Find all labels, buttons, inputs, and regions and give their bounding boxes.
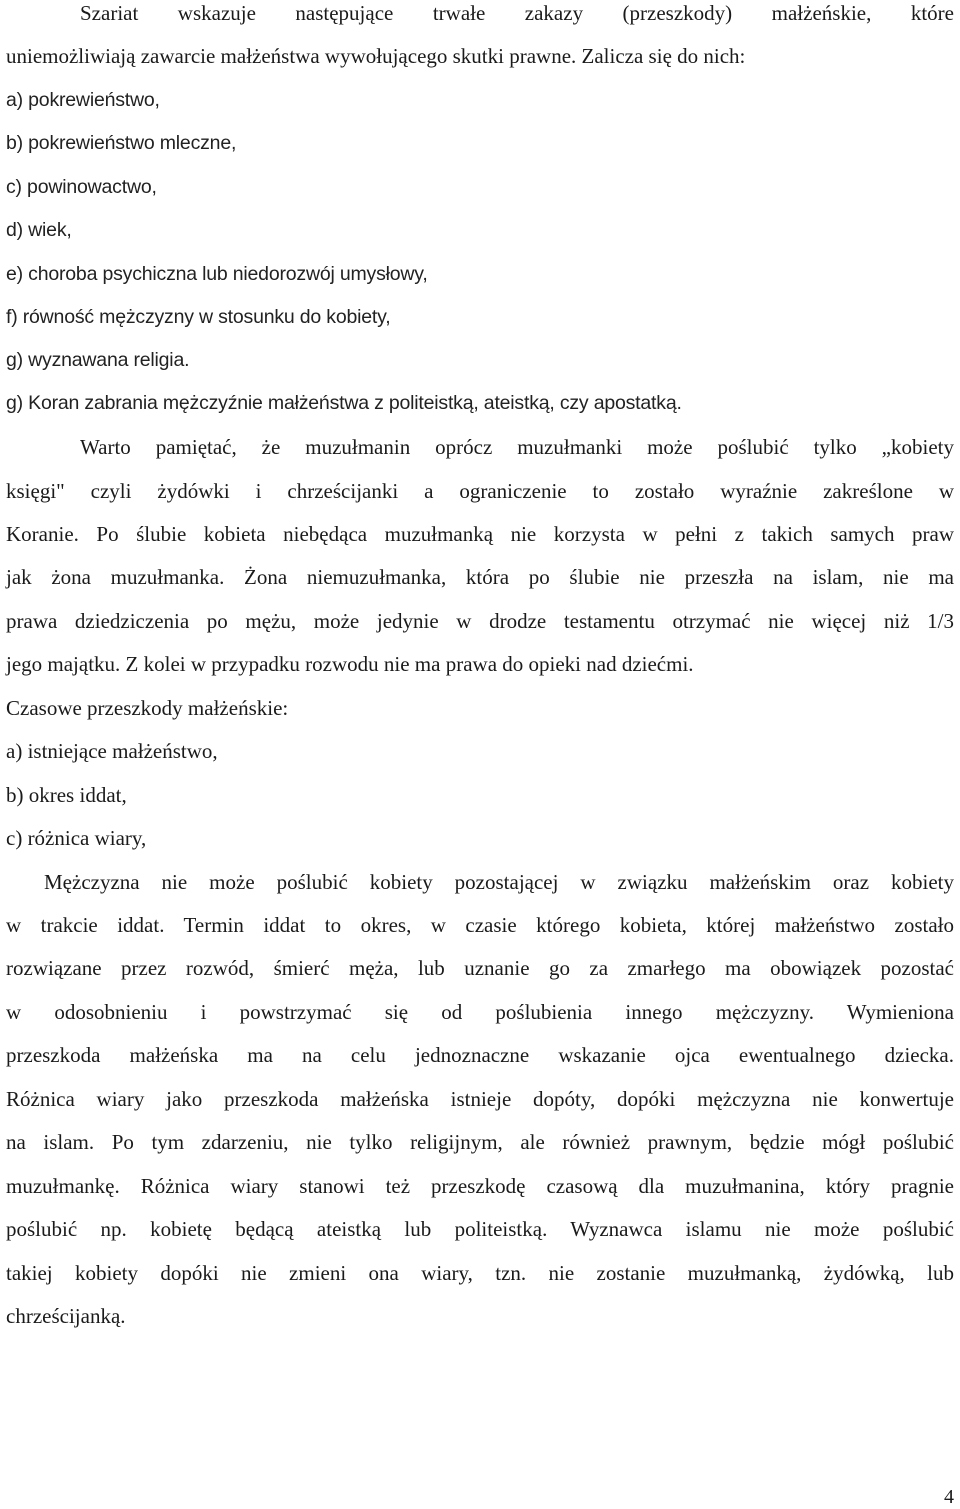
permanent-impediment-a: a) pokrewieństwo, (6, 89, 160, 111)
iddat-paragraph-line-1: Mężczyzna nie może poślubić kobiety pozostającej w związku małżeńskim oraz kobiety (44, 870, 954, 894)
iddat-paragraph-line-6: Różnica wiary jako przeszkoda małżeńska istnieje dopóty, dopóki mężczyzna nie konwertuje (6, 1087, 954, 1111)
marriage-paragraph-line-6: jego majątku. Z kolei w przypadku rozwodu nie ma prawa do opieki nad dziećmi. (6, 652, 694, 676)
marriage-paragraph-line-5: prawa dziedziczenia po mężu, może jedynie w drodze testamentu otrzymać nie więcej niż 1/3 (6, 609, 954, 633)
permanent-impediment-e: e) choroba psychiczna lub niedorozwój umysłowy, (6, 263, 428, 285)
iddat-paragraph-line-10: takiej kobiety dopóki nie zmieni ona wiary, tzn. nie zostanie muzułmanką, żydówką, lub (6, 1261, 954, 1285)
iddat-paragraph-line-11: chrześcijanką. (6, 1304, 126, 1328)
temporary-impediment-c: c) różnica wiary, (6, 826, 147, 850)
iddat-paragraph-line-5: przeszkoda małżeńska ma na celu jednoznaczne wskazanie ojca ewentualnego dziecka. (6, 1043, 954, 1067)
iddat-paragraph-line-9: poślubić np. kobietę będącą ateistką lub politeistką. Wyznawca islamu nie może poślubić (6, 1217, 954, 1241)
permanent-impediment-c: c) powinowactwo, (6, 176, 157, 198)
marriage-paragraph-line-1: Warto pamiętać, że muzułmanin oprócz muzułmanki może poślubić tylko „kobiety (80, 435, 954, 459)
marriage-paragraph-line-4: jak żona muzułmanka. Żona niemuzułmanka, która po ślubie nie przeszła na islam, nie ma (6, 565, 954, 589)
temporary-impediments-heading: Czasowe przeszkody małżeńskie: (6, 696, 289, 720)
iddat-paragraph-line-3: rozwiązane przez rozwód, śmierć męża, lub uznanie go za zmarłego ma obowiązek pozostać (6, 956, 954, 980)
intro-line-2: uniemożliwiają zawarcie małżeństwa wywołującego skutki prawne. Zalicza się do nich: (6, 44, 746, 68)
permanent-impediment-b: b) pokrewieństwo mleczne, (6, 132, 237, 154)
marriage-paragraph-line-3: Koranie. Po ślubie kobieta niebędąca muzułmanką nie korzysta w pełni z takich samych praw (6, 522, 954, 546)
permanent-impediment-f: f) równość mężczyzny w stosunku do kobiety, (6, 306, 391, 328)
koran-note: g) Koran zabrania mężczyźnie małżeństwa z politeistką, ateistką, czy apostatką. (6, 392, 682, 414)
permanent-impediment-d: d) wiek, (6, 219, 72, 241)
iddat-paragraph-line-7: na islam. Po tym zdarzeniu, nie tylko religijnym, ale również prawnym, będzie mógł poślubić (6, 1130, 954, 1154)
iddat-paragraph-line-8: muzułmankę. Różnica wiary stanowi też przeszkodę czasową dla muzułmanina, który pragnie (6, 1174, 954, 1198)
temporary-impediment-a: a) istniejące małżeństwo, (6, 739, 218, 763)
permanent-impediment-g: g) wyznawana religia. (6, 349, 190, 371)
iddat-paragraph-line-4: w odosobnieniu i powstrzymać się od poślubienia innego mężczyzny. Wymieniona (6, 1000, 954, 1024)
temporary-impediment-b: b) okres iddat, (6, 783, 127, 807)
iddat-paragraph-line-2: w trakcie iddat. Termin iddat to okres, w czasie którego kobieta, której małżeństwo zostało (6, 913, 954, 937)
marriage-paragraph-line-2: księgi" czyli żydówki i chrześcijanki a ograniczenie to zostało wyraźnie zakreślone w (6, 479, 954, 503)
page-number: 4 (944, 1486, 954, 1508)
intro-line-1: Szariat wskazuje następujące trwałe zakazy (przeszkody) małżeńskie, które (80, 1, 954, 25)
